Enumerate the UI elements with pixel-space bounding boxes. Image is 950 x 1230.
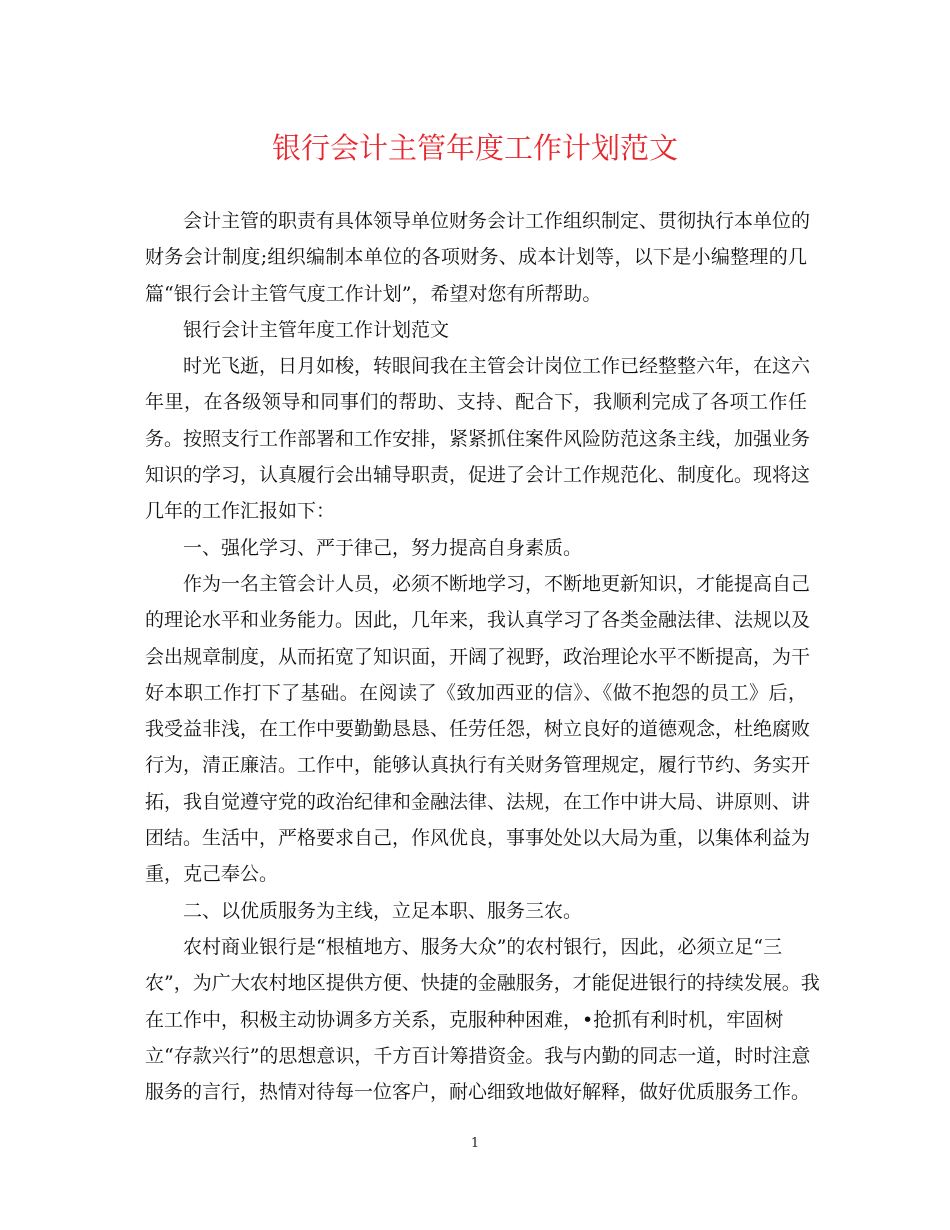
- text-line: 知识的学习，认真履行会出辅导职责，促进了会计工作规范化、制度化。现将这: [145, 464, 811, 487]
- text-line: 财务会计制度;组织编制本单位的各项财务、成本计划等，以下是小编整理的几: [145, 246, 807, 269]
- text-line: 在工作中，积极主动协调多方关系，克服种种困难，•抢抓有利时机，牢固树: [145, 1008, 784, 1031]
- text-line: 时光飞逝，日月如梭，转眼间我在主管会计岗位工作已经整整六年，在这六: [183, 355, 811, 378]
- text-line: 拓，我自觉遵守党的政治纪律和金融法律、法规，在工作中讲大局、讲原则、讲: [145, 790, 811, 813]
- text-line: 好本职工作打下了基础。在阅读了《致加西亚的信》、《做不抱怨的员工》后，: [145, 681, 807, 704]
- text-line: 篇“银行会计主管气度工作计划”，希望对您有所帮助。: [145, 282, 602, 305]
- text-line: 几年的工作汇报如下：: [145, 500, 336, 523]
- text-line: 立“存款兴行”的思想意识，千方百计筹措资金。我与内勤的同志一道，时时注意: [145, 1044, 811, 1067]
- text-line: 重，克己奉公。: [145, 863, 279, 886]
- text-line: 我受益非浅，在工作中要勤勤恳恳、任劳任怨，树立良好的道德观念，杜绝腐败: [145, 718, 811, 741]
- text-line: 的理论水平和业务能力。因此，几年来，我认真学习了各类金融法律、法规以及: [145, 609, 811, 632]
- page-number: 1: [470, 1136, 480, 1151]
- text-line: 农”，为广大农村地区提供方便、快捷的金融服务，才能促进银行的持续发展。我: [145, 972, 820, 995]
- text-line: 作为一名主管会计人员，必须不断地学习，不断地更新知识，才能提高自己: [183, 572, 811, 595]
- text-line: 会出规章制度，从而拓宽了知识面，开阔了视野，政治理论水平不断提高，为干: [145, 645, 811, 668]
- text-line: 团结。生活中，严格要求自己，作风优良，事事处处以大局为重，以集体利益为: [145, 827, 811, 850]
- text-line: 服务的言行，热情对待每一位客户，耐心细致地做好解释，做好优质服务工作。: [145, 1081, 811, 1104]
- section-heading: 一、强化学习、严于律己，努力提高自身素质。: [183, 536, 583, 559]
- text-line: 农村商业银行是“根植地方、服务大众”的农村银行，因此，必须立足“三: [183, 935, 783, 958]
- document-title: 银行会计主管年度工作计划范文: [271, 131, 678, 165]
- text-line: 务。按照支行工作部署和工作安排，紧紧抓住案件风险防范这条主线，加强业务: [145, 427, 811, 450]
- text-line: 行为，清正廉洁。工作中，能够认真执行有关财务管理规定，履行节约、务实开: [145, 754, 811, 777]
- section-heading: 二、以优质服务为主线，立足本职、服务三农。: [183, 899, 583, 922]
- text-line: 年里，在各级领导和同事们的帮助、支持、配合下，我顺利完成了各项工作任: [145, 391, 807, 414]
- document-body: [145, 203, 820, 1110]
- text-line: 会计主管的职责有具体领导单位财务会计工作组织制定、贯彻执行本单位的: [183, 210, 811, 232]
- section-heading: 银行会计主管年度工作计划范文: [183, 318, 450, 341]
